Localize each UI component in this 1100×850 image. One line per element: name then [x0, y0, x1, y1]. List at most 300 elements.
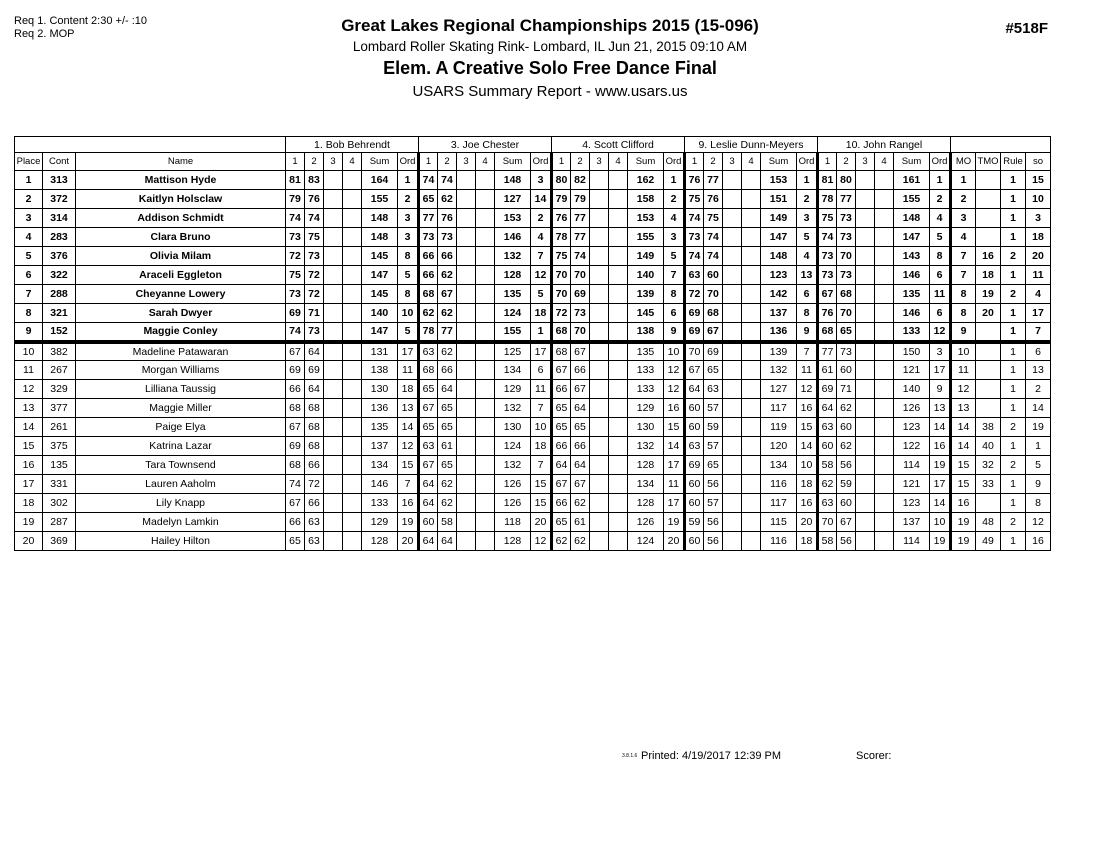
- score-2-cell: 62: [837, 399, 856, 418]
- score-1-cell: 81: [286, 171, 305, 190]
- majority-ordinal-cell: 12: [951, 380, 976, 399]
- ordinal-cell: 6: [930, 304, 951, 323]
- sum-cell: 132: [628, 437, 664, 456]
- ordinal-cell: 11: [531, 380, 552, 399]
- result-row: [15, 399, 1051, 418]
- sum-cell: 147: [894, 228, 930, 247]
- ordinal-cell: 6: [531, 361, 552, 380]
- skater-name-cell: Clara Bruno: [76, 228, 286, 247]
- contestant-number-cell: 321: [43, 304, 76, 323]
- score-1-cell: 60: [685, 494, 704, 513]
- score-4-cell: [742, 437, 761, 456]
- judge-header-cell: 10. John Rangel: [818, 137, 951, 153]
- score-2-cell: 72: [305, 285, 324, 304]
- ordinal-cell: 8: [398, 247, 419, 266]
- score-3-cell: [723, 532, 742, 551]
- contestant-number-cell: 376: [43, 247, 76, 266]
- score-2-cell: 62: [837, 437, 856, 456]
- score-4-cell: [875, 171, 894, 190]
- score-3-cell: [324, 342, 343, 361]
- score-1-cell: 61: [818, 361, 837, 380]
- ordinal-cell: 18: [797, 532, 818, 551]
- score-1-cell: 65: [286, 532, 305, 551]
- majority-ordinal-cell: 14: [951, 418, 976, 437]
- score-3-cell: [723, 494, 742, 513]
- score-1-cell: 58: [818, 456, 837, 475]
- majority-ordinal-cell: 4: [951, 228, 976, 247]
- score-4-cell: [609, 399, 628, 418]
- sum-cell: 122: [894, 437, 930, 456]
- score-1-cell: 68: [286, 399, 305, 418]
- score-4-cell: [742, 266, 761, 285]
- ordinal-cell: 3: [398, 209, 419, 228]
- ordinal-cell: 4: [930, 209, 951, 228]
- score-2-cell: 61: [438, 437, 457, 456]
- score-1-cell: 80: [552, 171, 571, 190]
- score-1-cell: 62: [552, 532, 571, 551]
- majority-ordinal-cell: 8: [951, 304, 976, 323]
- score-1-cell: 70: [685, 342, 704, 361]
- score-2-cell: 66: [438, 247, 457, 266]
- score-3-cell: [856, 228, 875, 247]
- score-3-cell: [590, 209, 609, 228]
- score-2-cell: 65: [571, 418, 590, 437]
- score-1-cell: 64: [419, 475, 438, 494]
- sum-cell: 119: [761, 418, 797, 437]
- score-1-cell: 65: [552, 399, 571, 418]
- score-4-cell: [343, 247, 362, 266]
- rule-cell: 1: [1001, 342, 1026, 361]
- score-4-cell: [875, 456, 894, 475]
- score-3-cell: [457, 342, 476, 361]
- score-2-cell: 65: [704, 456, 723, 475]
- sum-cell: 121: [894, 361, 930, 380]
- score-2-cell: 67: [438, 285, 457, 304]
- ordinal-cell: 20: [531, 513, 552, 532]
- score-1-cell: 68: [286, 456, 305, 475]
- contestant-number-cell: 375: [43, 437, 76, 456]
- sum-cell: 147: [362, 266, 398, 285]
- score-1-cell: 66: [419, 247, 438, 266]
- sum-cell: 128: [362, 532, 398, 551]
- score-3-cell: [590, 190, 609, 209]
- score-4-cell: [875, 285, 894, 304]
- result-row: [15, 247, 1051, 266]
- sum-cell: 126: [628, 513, 664, 532]
- score-4-cell: [742, 456, 761, 475]
- score-3-cell: [457, 190, 476, 209]
- score-1-cell: 72: [685, 285, 704, 304]
- sum-cell: 121: [894, 475, 930, 494]
- majority-ordinal-cell: 11: [951, 361, 976, 380]
- score-4-cell: [609, 418, 628, 437]
- score-2-cell: 67: [704, 323, 723, 342]
- score-3-cell: [723, 361, 742, 380]
- score-4-cell: [875, 209, 894, 228]
- score-2-cell: 83: [305, 171, 324, 190]
- skater-name-cell: Morgan Williams: [76, 361, 286, 380]
- score-3-cell: [723, 475, 742, 494]
- score-4-cell: [476, 304, 495, 323]
- ordinal-cell: 17: [531, 342, 552, 361]
- score-2-cell: 73: [305, 323, 324, 342]
- score-4-cell: [476, 475, 495, 494]
- result-row: [15, 494, 1051, 513]
- score-4-cell: [609, 228, 628, 247]
- ordinal-cell: 7: [398, 475, 419, 494]
- total-majority-ordinal-cell: 38: [976, 418, 1001, 437]
- start-order-cell: 7: [1026, 323, 1051, 342]
- column-header-3: 3: [856, 153, 875, 171]
- score-2-cell: 70: [837, 247, 856, 266]
- start-order-cell: 15: [1026, 171, 1051, 190]
- ordinal-cell: 12: [664, 361, 685, 380]
- skater-name-cell: Paige Elya: [76, 418, 286, 437]
- score-3-cell: [856, 456, 875, 475]
- result-row: [15, 285, 1051, 304]
- sum-cell: 135: [894, 285, 930, 304]
- score-1-cell: 64: [685, 380, 704, 399]
- score-3-cell: [590, 418, 609, 437]
- ordinal-cell: 18: [531, 304, 552, 323]
- total-majority-ordinal-cell: 18: [976, 266, 1001, 285]
- sum-cell: 130: [495, 418, 531, 437]
- sum-cell: 124: [628, 532, 664, 551]
- start-order-cell: 8: [1026, 494, 1051, 513]
- place-cell: 8: [15, 304, 43, 323]
- score-2-cell: 59: [704, 418, 723, 437]
- total-majority-ordinal-cell: [976, 342, 1001, 361]
- score-2-cell: 66: [305, 494, 324, 513]
- ordinal-cell: 2: [398, 190, 419, 209]
- column-header-3: 3: [457, 153, 476, 171]
- score-2-cell: 82: [571, 171, 590, 190]
- score-2-cell: 76: [305, 190, 324, 209]
- score-1-cell: 69: [286, 304, 305, 323]
- score-1-cell: 77: [818, 342, 837, 361]
- score-3-cell: [457, 456, 476, 475]
- score-1-cell: 68: [818, 323, 837, 342]
- ordinal-cell: 20: [398, 532, 419, 551]
- score-3-cell: [590, 513, 609, 532]
- ordinal-cell: 8: [664, 285, 685, 304]
- score-1-cell: 65: [552, 418, 571, 437]
- score-2-cell: 62: [438, 342, 457, 361]
- score-1-cell: 74: [286, 323, 305, 342]
- score-3-cell: [590, 399, 609, 418]
- score-4-cell: [343, 285, 362, 304]
- ordinal-cell: 3: [797, 209, 818, 228]
- report-type: USARS Summary Report - www.usars.us: [412, 83, 688, 100]
- sum-cell: 145: [362, 285, 398, 304]
- rule-cell: 1: [1001, 171, 1026, 190]
- sum-cell: 153: [761, 171, 797, 190]
- ordinal-cell: 6: [930, 266, 951, 285]
- ordinal-cell: 2: [797, 190, 818, 209]
- score-1-cell: 67: [685, 361, 704, 380]
- score-1-cell: 63: [419, 437, 438, 456]
- sum-cell: 151: [761, 190, 797, 209]
- sum-cell: 146: [495, 228, 531, 247]
- score-2-cell: 65: [837, 323, 856, 342]
- ordinal-cell: 7: [797, 342, 818, 361]
- sum-cell: 135: [362, 418, 398, 437]
- score-4-cell: [875, 247, 894, 266]
- score-3-cell: [457, 532, 476, 551]
- ordinal-cell: 16: [664, 399, 685, 418]
- score-2-cell: 71: [305, 304, 324, 323]
- score-4-cell: [609, 513, 628, 532]
- event-name: Elem. A Creative Solo Free Dance Final: [383, 58, 717, 78]
- ordinal-cell: 3: [664, 228, 685, 247]
- place-cell: 6: [15, 266, 43, 285]
- score-1-cell: 60: [685, 532, 704, 551]
- score-4-cell: [875, 532, 894, 551]
- score-4-cell: [875, 475, 894, 494]
- column-header-sum: Sum: [894, 153, 930, 171]
- contestant-number-cell: 287: [43, 513, 76, 532]
- sum-cell: 161: [894, 171, 930, 190]
- ordinal-cell: 1: [797, 171, 818, 190]
- score-2-cell: 67: [837, 513, 856, 532]
- ordinal-cell: 14: [930, 494, 951, 513]
- sum-cell: 140: [628, 266, 664, 285]
- score-2-cell: 66: [438, 361, 457, 380]
- score-2-cell: 70: [571, 323, 590, 342]
- score-2-cell: 68: [704, 304, 723, 323]
- ordinal-cell: 15: [664, 418, 685, 437]
- result-row: [15, 171, 1051, 190]
- score-3-cell: [856, 247, 875, 266]
- score-4-cell: [742, 323, 761, 342]
- score-2-cell: 62: [438, 266, 457, 285]
- score-4-cell: [742, 285, 761, 304]
- ordinal-cell: 13: [398, 399, 419, 418]
- score-3-cell: [324, 475, 343, 494]
- ordinal-cell: 1: [930, 171, 951, 190]
- column-header-4: 4: [476, 153, 495, 171]
- score-2-cell: 65: [438, 418, 457, 437]
- score-4-cell: [742, 494, 761, 513]
- contestant-number-cell: 283: [43, 228, 76, 247]
- championship-title: Great Lakes Regional Championships 2015 (15-096): [341, 16, 759, 35]
- sum-cell: 146: [362, 475, 398, 494]
- ordinal-cell: 8: [930, 247, 951, 266]
- score-1-cell: 67: [552, 361, 571, 380]
- score-3-cell: [457, 285, 476, 304]
- judge-header-cell: 9. Leslie Dunn-Meyers: [685, 137, 818, 153]
- column-header-cont: Cont: [43, 153, 76, 171]
- score-4-cell: [476, 228, 495, 247]
- score-2-cell: 80: [837, 171, 856, 190]
- score-2-cell: 69: [704, 342, 723, 361]
- score-2-cell: 74: [704, 228, 723, 247]
- score-1-cell: 63: [818, 418, 837, 437]
- sum-cell: 155: [894, 190, 930, 209]
- place-cell: 13: [15, 399, 43, 418]
- place-cell: 14: [15, 418, 43, 437]
- score-3-cell: [856, 304, 875, 323]
- score-2-cell: 58: [438, 513, 457, 532]
- score-4-cell: [343, 456, 362, 475]
- score-3-cell: [590, 266, 609, 285]
- sum-cell: 148: [894, 209, 930, 228]
- ordinal-cell: 17: [664, 494, 685, 513]
- score-3-cell: [856, 399, 875, 418]
- ordinal-cell: 16: [797, 494, 818, 513]
- place-cell: 2: [15, 190, 43, 209]
- score-1-cell: 66: [552, 380, 571, 399]
- score-2-cell: 77: [837, 190, 856, 209]
- score-2-cell: 74: [438, 171, 457, 190]
- score-3-cell: [856, 266, 875, 285]
- sum-cell: 155: [362, 190, 398, 209]
- score-3-cell: [590, 437, 609, 456]
- score-2-cell: 57: [704, 437, 723, 456]
- place-cell: 15: [15, 437, 43, 456]
- score-4-cell: [742, 171, 761, 190]
- score-3-cell: [723, 190, 742, 209]
- ordinal-cell: 3: [531, 171, 552, 190]
- score-2-cell: 60: [837, 361, 856, 380]
- contestant-number-cell: 329: [43, 380, 76, 399]
- score-3-cell: [324, 399, 343, 418]
- sum-cell: 126: [894, 399, 930, 418]
- score-1-cell: 65: [419, 380, 438, 399]
- score-2-cell: 73: [837, 228, 856, 247]
- sum-cell: 132: [495, 456, 531, 475]
- place-cell: 7: [15, 285, 43, 304]
- score-4-cell: [343, 304, 362, 323]
- majority-ordinal-cell: 15: [951, 456, 976, 475]
- sum-cell: 123: [894, 418, 930, 437]
- column-header-1: 1: [818, 153, 837, 171]
- score-1-cell: 68: [552, 323, 571, 342]
- score-1-cell: 67: [419, 399, 438, 418]
- score-1-cell: 73: [286, 228, 305, 247]
- ordinal-cell: 12: [531, 532, 552, 551]
- rule-cell: 1: [1001, 209, 1026, 228]
- score-2-cell: 67: [571, 380, 590, 399]
- column-header-mo: MO: [951, 153, 976, 171]
- sum-cell: 133: [362, 494, 398, 513]
- score-4-cell: [476, 380, 495, 399]
- start-order-cell: 18: [1026, 228, 1051, 247]
- score-2-cell: 56: [704, 513, 723, 532]
- score-1-cell: 73: [286, 285, 305, 304]
- column-header-sum: Sum: [761, 153, 797, 171]
- skater-name-cell: Hailey Hilton: [76, 532, 286, 551]
- score-3-cell: [324, 437, 343, 456]
- score-3-cell: [723, 418, 742, 437]
- score-1-cell: 67: [286, 418, 305, 437]
- score-1-cell: 73: [685, 228, 704, 247]
- software-version: 3.8.1.6: [622, 753, 638, 759]
- score-4-cell: [609, 475, 628, 494]
- score-3-cell: [723, 228, 742, 247]
- ordinal-cell: 1: [531, 323, 552, 342]
- score-2-cell: 63: [305, 532, 324, 551]
- ordinal-cell: 7: [664, 266, 685, 285]
- sum-cell: 130: [628, 418, 664, 437]
- ordinal-cell: 14: [930, 418, 951, 437]
- sum-cell: 134: [495, 361, 531, 380]
- score-4-cell: [343, 380, 362, 399]
- sum-cell: 126: [495, 475, 531, 494]
- start-order-cell: 17: [1026, 304, 1051, 323]
- score-4-cell: [609, 380, 628, 399]
- ordinal-cell: 5: [664, 247, 685, 266]
- score-4-cell: [742, 361, 761, 380]
- result-row: [15, 304, 1051, 323]
- total-majority-ordinal-cell: [976, 380, 1001, 399]
- score-3-cell: [324, 228, 343, 247]
- column-header-ord: Ord: [664, 153, 685, 171]
- contestant-number-cell: 369: [43, 532, 76, 551]
- skater-name-cell: Maggie Conley: [76, 323, 286, 342]
- contestant-number-cell: 302: [43, 494, 76, 513]
- sum-cell: 153: [628, 209, 664, 228]
- score-3-cell: [856, 437, 875, 456]
- place-cell: 9: [15, 323, 43, 342]
- majority-ordinal-cell: 8: [951, 285, 976, 304]
- score-3-cell: [856, 323, 875, 342]
- judge-header-cell: 4. Scott Clifford: [552, 137, 685, 153]
- score-3-cell: [723, 342, 742, 361]
- place-cell: 17: [15, 475, 43, 494]
- score-3-cell: [723, 380, 742, 399]
- score-1-cell: 60: [419, 513, 438, 532]
- score-2-cell: 70: [571, 266, 590, 285]
- ordinal-cell: 2: [664, 190, 685, 209]
- sum-cell: 140: [362, 304, 398, 323]
- majority-ordinal-cell: 15: [951, 475, 976, 494]
- total-majority-ordinal-cell: 16: [976, 247, 1001, 266]
- score-4-cell: [742, 190, 761, 209]
- ordinal-cell: 5: [797, 228, 818, 247]
- score-4-cell: [476, 532, 495, 551]
- score-4-cell: [476, 266, 495, 285]
- total-majority-ordinal-cell: [976, 209, 1001, 228]
- ordinal-cell: 12: [664, 380, 685, 399]
- score-2-cell: 73: [571, 304, 590, 323]
- ordinal-cell: 4: [531, 228, 552, 247]
- score-1-cell: 63: [818, 494, 837, 513]
- score-2-cell: 59: [837, 475, 856, 494]
- score-1-cell: 68: [552, 342, 571, 361]
- score-2-cell: 56: [704, 532, 723, 551]
- place-cell: 10: [15, 342, 43, 361]
- result-row: [15, 437, 1051, 456]
- sum-cell: 120: [761, 437, 797, 456]
- score-2-cell: 65: [438, 399, 457, 418]
- ordinal-cell: 17: [930, 361, 951, 380]
- score-2-cell: 63: [305, 513, 324, 532]
- sum-cell: 138: [628, 323, 664, 342]
- score-4-cell: [875, 513, 894, 532]
- score-2-cell: 62: [438, 494, 457, 513]
- sum-cell: 150: [894, 342, 930, 361]
- sum-cell: 128: [628, 494, 664, 513]
- score-3-cell: [723, 247, 742, 266]
- total-majority-ordinal-cell: [976, 228, 1001, 247]
- score-1-cell: 74: [419, 171, 438, 190]
- column-header-ord: Ord: [398, 153, 419, 171]
- score-1-cell: 67: [286, 342, 305, 361]
- rule-cell: 1: [1001, 266, 1026, 285]
- result-row: [15, 532, 1051, 551]
- ordinal-cell: 10: [930, 513, 951, 532]
